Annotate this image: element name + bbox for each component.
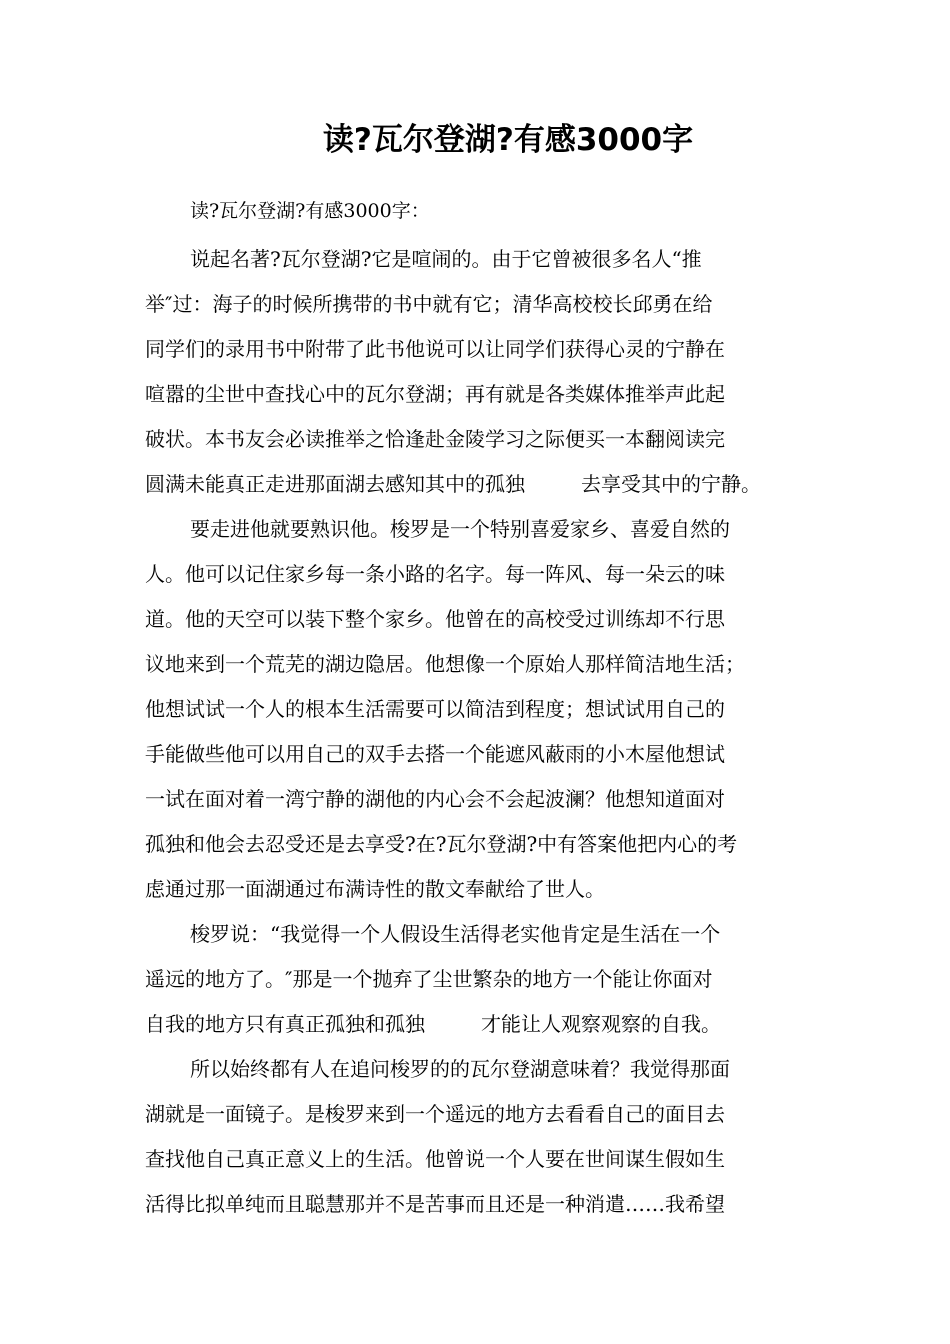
paragraph-line: 遥远的地方了。″那是一个抛弃了尘世繁杂的地方一个能让你面对 — [145, 967, 713, 991]
paragraph-line: 道。他的天空可以装下整个家乡。他曾在的高校受过训练却不行思 — [145, 607, 725, 631]
document-subtitle: 读?瓦尔登湖?有感3000字： — [190, 200, 430, 222]
paragraph-line: 湖就是一面镜子。是梭罗来到一个遥远的地方去看看自己的面目去 — [145, 1102, 725, 1126]
document-title: 读?瓦尔登湖?有感3000字 — [322, 122, 694, 158]
paragraph-line: 孤独和他会去忍受还是去享受?在?瓦尔登湖?中有答案他把内心的考 — [145, 832, 738, 856]
line-segment: 圆满未能真正走进那面湖去感知其中的孤独 — [145, 472, 525, 496]
paragraph-line: 梭罗说：“我觉得一个人假设生活得老实他肯定是生活在一个 — [190, 922, 721, 946]
line-segment: 去享受其中的宁静。 — [581, 472, 761, 496]
paragraph-line: 议地来到一个荒芜的湖边隐居。他想像一个原始人那样简洁地生活； — [145, 652, 745, 676]
paragraph-line — [145, 1009, 721, 1039]
paragraph-line: 查找他自己真正意义上的生活。他曾说一个人要在世间谋生假如生 — [145, 1147, 725, 1171]
paragraph-line: 活得比拟单纯而且聪慧那并不是苦事而且还是一种消遣……我希望 — [145, 1192, 725, 1216]
paragraph-line: 举″过：海子的时候所携带的书中就有它；清华高校校长邱勇在给 — [145, 292, 713, 316]
paragraph-line: 手能做些他可以用自己的双手去搭一个能遮风蔽雨的小木屋他想试 — [145, 742, 725, 766]
paragraph-line: 人。他可以记住家乡每一条小路的名字。每一阵风、每一朵云的味 — [145, 562, 725, 586]
line-segment: 自我的地方只有真正孤独和孤独 — [145, 1012, 425, 1036]
paragraph-line: 虑通过那一面湖通过布满诗性的散文奉献给了世人。 — [145, 877, 605, 901]
paragraph-line: 同学们的录用书中附带了此书他说可以让同学们获得心灵的宁静在 — [145, 337, 725, 361]
paragraph-line: 他想试试一个人的根本生活需要可以简洁到程度；想试试用自己的 — [145, 697, 725, 721]
line-segment: 才能让人观察观察的自我。 — [481, 1012, 721, 1036]
paragraph-line: 说起名著?瓦尔登湖?它是喧闹的。由于它曾被很多名人“推 — [190, 247, 702, 271]
paragraph-line: 一试在面对着一湾宁静的湖他的内心会不会起波澜？他想知道面对 — [145, 787, 725, 811]
paragraph-line: 破状。本书友会必读推举之恰逢赴金陵学习之际便买一本翻阅读完 — [145, 427, 725, 451]
paragraph-line: 喧嚣的尘世中查找心中的瓦尔登湖；再有就是各类媒体推举声此起 — [145, 382, 725, 406]
paragraph-line: 要走进他就要熟识他。梭罗是一个特别喜爱家乡、喜爱自然的 — [190, 517, 730, 541]
paragraph-line: 所以始终都有人在追问梭罗的的瓦尔登湖意味着？我觉得那面 — [190, 1057, 730, 1081]
paragraph-line — [145, 469, 761, 499]
